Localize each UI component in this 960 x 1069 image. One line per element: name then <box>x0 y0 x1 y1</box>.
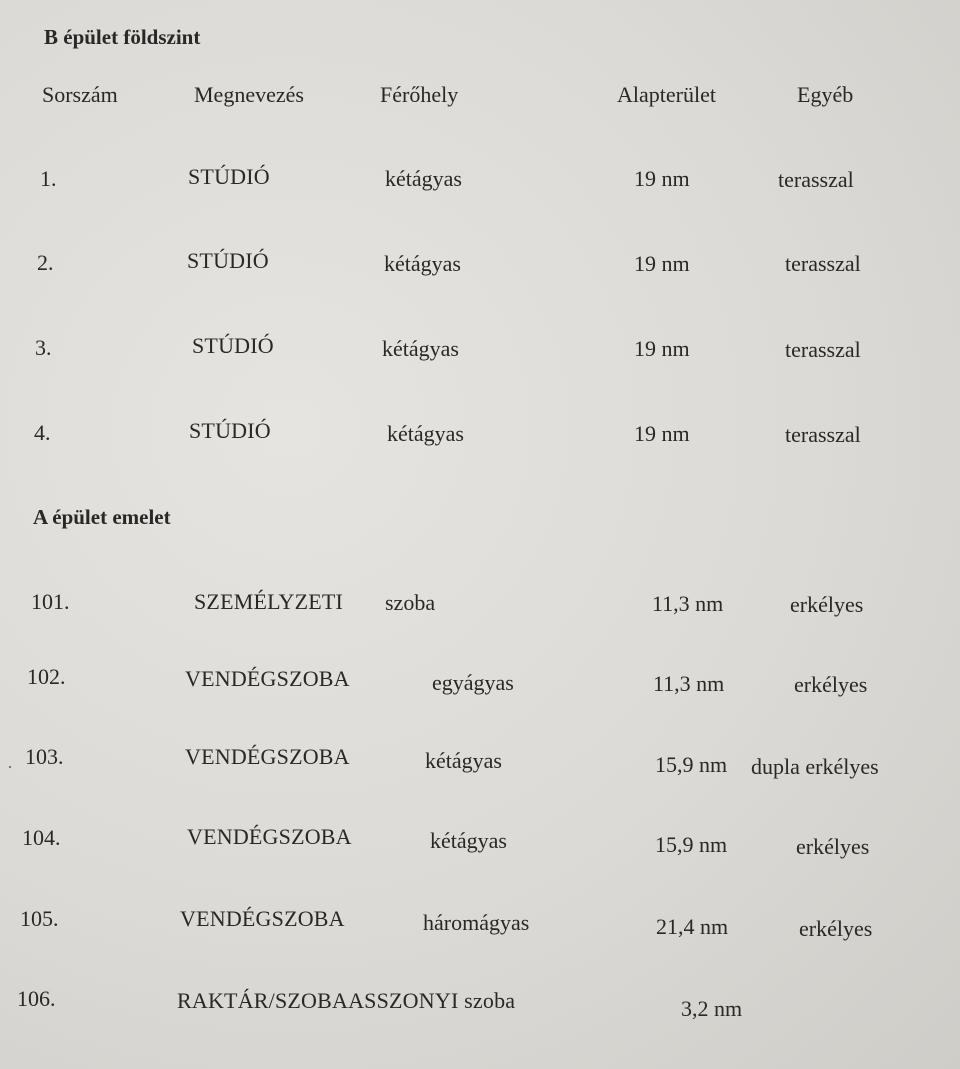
a-row-101-number: 101. <box>31 589 70 614</box>
b-row-3-number: 3. <box>35 335 52 360</box>
a-row-103-name: VENDÉGSZOBA <box>185 744 350 769</box>
a-row-101-area: 11,3 nm <box>652 591 724 616</box>
b-row-3-capacity: kétágyas <box>382 336 459 361</box>
a-row-105-area: 21,4 nm <box>656 914 729 939</box>
a-row-101-name: SZEMÉLYZETI <box>194 589 344 614</box>
a-row-106-area: 3,2 nm <box>681 996 743 1021</box>
a-row-103-other: dupla erkélyes <box>751 754 879 779</box>
section-b-heading: B épület földszint <box>44 25 201 49</box>
b-row-1-number: 1. <box>40 166 57 191</box>
a-row-104-other: erkélyes <box>796 834 870 859</box>
a-row-103-area: 15,9 nm <box>655 752 728 777</box>
a-row-106-number: 106. <box>17 986 56 1011</box>
a-row-101-capacity: szoba <box>385 590 436 615</box>
a-row-102-area: 11,3 nm <box>653 671 725 696</box>
a-row-102-number: 102. <box>27 664 66 689</box>
b-row-4-number: 4. <box>34 420 51 445</box>
section-a-heading: A épület emelet <box>33 505 171 529</box>
a-row-106-name: RAKTÁR/SZOBAASSZONYI szoba <box>177 988 516 1013</box>
a-row-104-number: 104. <box>22 825 61 850</box>
a-row-103-capacity: kétágyas <box>425 748 502 773</box>
a-row-105-capacity: háromágyas <box>423 910 530 935</box>
a-row-101-other: erkélyes <box>790 592 864 617</box>
b-row-4-capacity: kétágyas <box>387 421 464 446</box>
b-row-2-other: terasszal <box>785 251 861 276</box>
a-row-104-name: VENDÉGSZOBA <box>187 824 352 849</box>
b-row-4-other: terasszal <box>785 422 861 447</box>
column-header-ferohely: Férőhely <box>380 82 459 107</box>
a-row-104-area: 15,9 nm <box>655 832 728 857</box>
a-row-103-number: 103. <box>25 744 64 769</box>
a-row-105-number: 105. <box>20 906 59 931</box>
b-row-2-number: 2. <box>37 250 54 275</box>
b-row-3-other: terasszal <box>785 337 861 362</box>
b-row-2-capacity: kétágyas <box>384 251 461 276</box>
column-header-alapterulet: Alapterület <box>617 82 716 107</box>
b-row-2-area: 19 nm <box>634 251 690 276</box>
b-row-4-name: STÚDIÓ <box>189 418 271 443</box>
column-header-sorszam: Sorszám <box>42 82 118 107</box>
b-row-3-name: STÚDIÓ <box>192 333 274 358</box>
column-header-megnevezes: Megnevezés <box>194 82 304 107</box>
a-row-102-other: erkélyes <box>794 672 868 697</box>
b-row-2-name: STÚDIÓ <box>187 248 269 273</box>
b-row-1-area: 19 nm <box>634 166 690 191</box>
b-row-4-area: 19 nm <box>634 421 690 446</box>
a-row-105-other: erkélyes <box>799 916 873 941</box>
a-row-105-name: VENDÉGSZOBA <box>180 906 345 931</box>
b-row-3-area: 19 nm <box>634 336 690 361</box>
a-row-104-capacity: kétágyas <box>430 828 507 853</box>
b-row-1-capacity: kétágyas <box>385 166 462 191</box>
paper-speck <box>9 766 11 768</box>
a-row-102-capacity: egyágyas <box>432 670 514 695</box>
column-header-egyeb: Egyéb <box>797 82 854 107</box>
b-row-1-name: STÚDIÓ <box>188 164 270 189</box>
a-row-102-name: VENDÉGSZOBA <box>185 666 350 691</box>
b-row-1-other: terasszal <box>778 167 854 192</box>
